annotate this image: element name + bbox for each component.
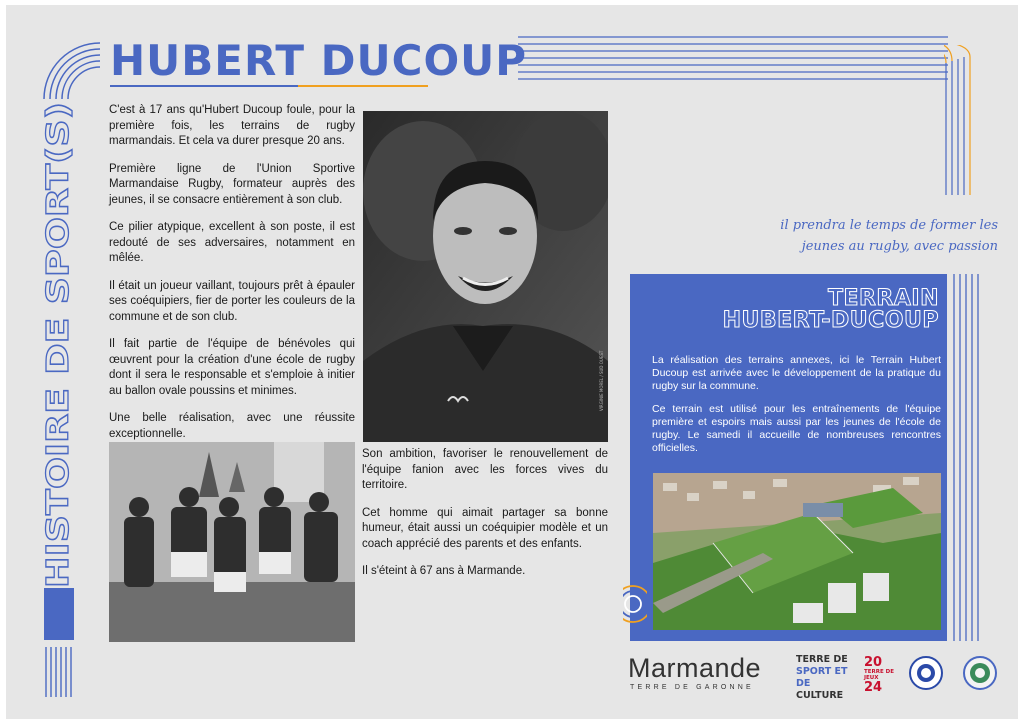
round-badge-logo-2: [963, 656, 997, 690]
paragraph: Son ambition, favoriser le renouvellement de l'équipe fanion avec les forces vives du territoire.: [362, 448, 608, 491]
terrain-text: [652, 354, 941, 465]
round-badge-logo-1: [909, 656, 943, 690]
biography-column-left: [109, 103, 355, 454]
quote: [706, 215, 998, 257]
paragraph: Une belle réalisation, avec une réussite exceptionnelle.: [109, 412, 355, 440]
title-underline-blue: [110, 85, 298, 87]
decorative-arcs: [36, 35, 100, 99]
photo-credit: VIRGINIE MOREL / SUD OUEST: [599, 350, 604, 411]
paragraph: Ce pilier atypique, excellent à son poste, il est redouté de ses adversaires, notamment en mêlée.: [109, 221, 355, 264]
decorative-right-lines: [944, 45, 974, 195]
poster: [6, 5, 1018, 719]
tsc-line-1: TERRE DE: [796, 654, 848, 665]
paragraph: Cet homme qui aimait partager sa bonne humeur, était aussi un coéquipier modèle et un coach apprécié des parents et des enfants.: [362, 506, 608, 550]
tsc-line-3: CULTURE: [796, 690, 844, 701]
paragraph: Il s'éteint à 67 ans à Marmande.: [362, 565, 526, 577]
paragraph: Ce terrain est utilisé pour les entraînements de l'équipe première et espoirs mais aussi par les jeunes de l'école de rugby. Le samedi il accueille de nombreuses rencontres officielles.: [652, 403, 941, 454]
vertical-title: [41, 100, 76, 590]
marmande-logo-tagline: TERRE DE GARONNE: [630, 684, 754, 691]
terrain-box: [630, 274, 947, 641]
vertical-stripes: [44, 647, 74, 697]
paragraph: Il fait partie de l'équipe de bénévoles qui œuvrent pour la création d'une école de rugby dont il sera le responsable et s'emploie à initier au ballon ovale poussins et minimes.: [109, 338, 355, 397]
paragraph: Il était un joueur vaillant, toujours prêt à épauler ses coéquipiers, fier de porter les couleurs de la commune et de son club.: [109, 279, 355, 323]
paragraph: La réalisation des terrains annexes, ici le Terrain Hubert Ducoup est arrivée avec le développement de la pratique du rugby sur la commune.: [652, 354, 941, 392]
team-photo: [109, 442, 355, 642]
vertical-blue-block: [44, 588, 74, 640]
decorative-box-lines: [952, 274, 982, 641]
aerial-photo: [653, 473, 941, 630]
quote-line-2: jeunes au rugby, avec passion: [801, 239, 998, 254]
decorative-circle: [623, 582, 647, 626]
terrain-title-line-1: TERRAIN: [827, 286, 939, 311]
terre-de-sport-logo: [796, 654, 854, 701]
tdj-bottom: 24: [864, 680, 883, 695]
marmande-logo-name: Marmande: [628, 653, 762, 683]
paragraph: C'est à 17 ans qu'Hubert Ducoup foule, pour la première fois, les terrains de rugby marmandais. Et cela va durer presque 20 ans.: [109, 104, 355, 147]
page-title: HUBERT DUCOUP: [110, 36, 528, 85]
tsc-line-2: SPORT ET DE: [796, 666, 848, 689]
biography-column-middle: [362, 447, 608, 592]
marmande-logo: [628, 652, 778, 696]
quote-line-1: il prendra le temps de former les: [780, 218, 998, 233]
portrait-photo: [363, 111, 608, 442]
terrain-title-line-2: HUBERT-DUCOUP: [722, 308, 939, 333]
terrain-title: [723, 288, 939, 332]
vertical-title-text: HISTOIRE DE SPORT(S): [41, 202, 76, 588]
terre-de-jeux-logo: [864, 656, 904, 694]
paragraph: Première ligne de l'Union Sportive Marmandaise Rugby, formateur auprès des jeunes, il se consacre entièrement à son club.: [109, 162, 355, 206]
tdj-top: 20: [864, 655, 883, 670]
tdj-middle: TERRE DE JEUX: [864, 669, 894, 681]
decorative-top-lines: [518, 35, 948, 83]
